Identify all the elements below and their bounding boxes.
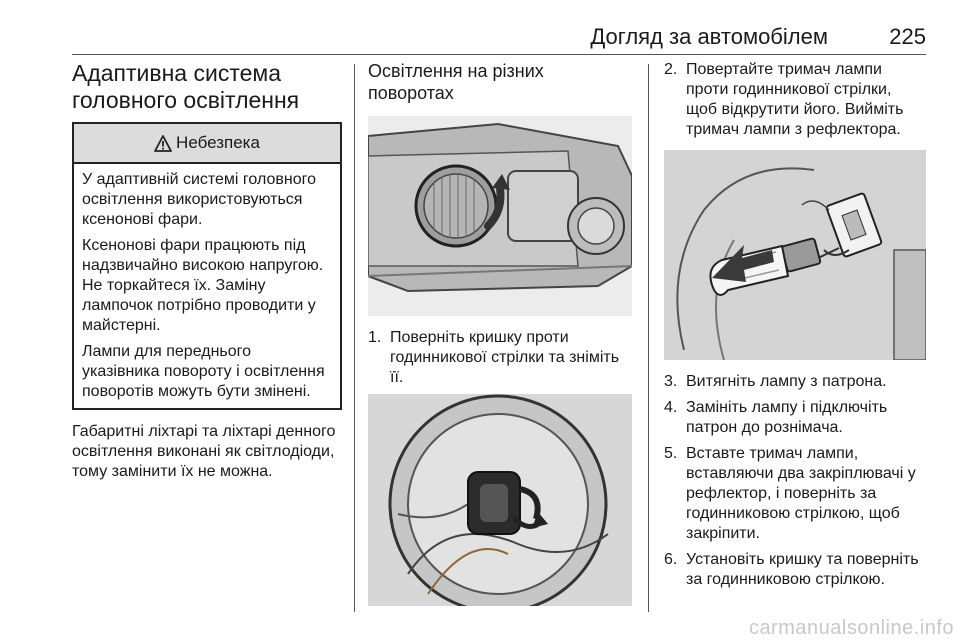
warning-triangle-icon (154, 135, 172, 152)
column-2 (368, 60, 632, 606)
step-number: 6. (664, 551, 678, 568)
step-text: Повертайте тримач лампи проти годинникової стрілки, щоб відкрутити його. Вийміть тримач лампи з рефлектора. (686, 61, 904, 138)
column-divider-1 (354, 64, 355, 612)
column-3 (664, 60, 926, 596)
steps-list (368, 328, 632, 388)
step-item (664, 550, 926, 590)
watermark: carmanualsonline.info (748, 617, 954, 639)
danger-paragraph: У адаптивній системі головного освітлення використовуються ксенонові фари. (82, 171, 316, 228)
section-heading-cornering-lights: Освітлення на різних поворотах (368, 61, 544, 103)
step-item (368, 328, 632, 388)
led-note-paragraph: Габаритні ліхтарі та ліхтарі денного освітлення виконані як світлодіоди, тому замінити їх не можна. (72, 423, 336, 480)
step-number: 5. (664, 445, 678, 462)
danger-box (72, 122, 342, 410)
step-item (664, 60, 926, 140)
danger-box-title: Небезпека (176, 133, 260, 152)
step-number: 1. (368, 329, 382, 346)
step-number: 2. (664, 61, 678, 78)
page-number: 225 (889, 24, 926, 49)
step-text: Поверніть кришку проти годинникової стрілки та зніміть її. (390, 329, 620, 386)
danger-paragraph: Лампи для переднього указівника повороту і освітлення поворотів можуть бути змінені. (82, 343, 325, 400)
section-heading-adaptive-lighting: Адаптивна система головного освітлення (72, 60, 300, 113)
step-text: Замініть лампу і підключіть патрон до рознімача. (686, 399, 888, 436)
header-title: Догляд за автомобілем (590, 24, 828, 49)
danger-paragraph: Ксенонові фари працюють під надзвичайно високою напругою. Не торкайтеся їх. Заміну лампочок потрібно проводити у майстерні. (82, 237, 324, 334)
step-text: Установіть кришку та поверніть за годинниковою стрілкою. (686, 551, 919, 588)
steps-list (664, 372, 926, 590)
step-text: Витягніть лампу з патрона. (686, 373, 887, 390)
danger-box-body (74, 164, 340, 408)
column-1 (72, 60, 342, 488)
step-item (664, 444, 926, 544)
steps-list (664, 60, 926, 140)
page-header (72, 24, 926, 55)
step-item (664, 372, 926, 392)
column-divider-2 (648, 64, 649, 612)
step-number: 3. (664, 373, 678, 390)
step-item (664, 398, 926, 438)
figure-cover-removal (368, 116, 632, 316)
step-text: Вставте тримач лампи, вставляючи два закріплювачі у рефлектор, і поверніть за годинниковою стрілкою, щоб закріпити. (686, 445, 916, 542)
step-number: 4. (664, 399, 678, 416)
figure-bulb-removal (664, 150, 926, 360)
figure-lamp-holder (368, 394, 632, 606)
danger-box-header (74, 124, 340, 164)
